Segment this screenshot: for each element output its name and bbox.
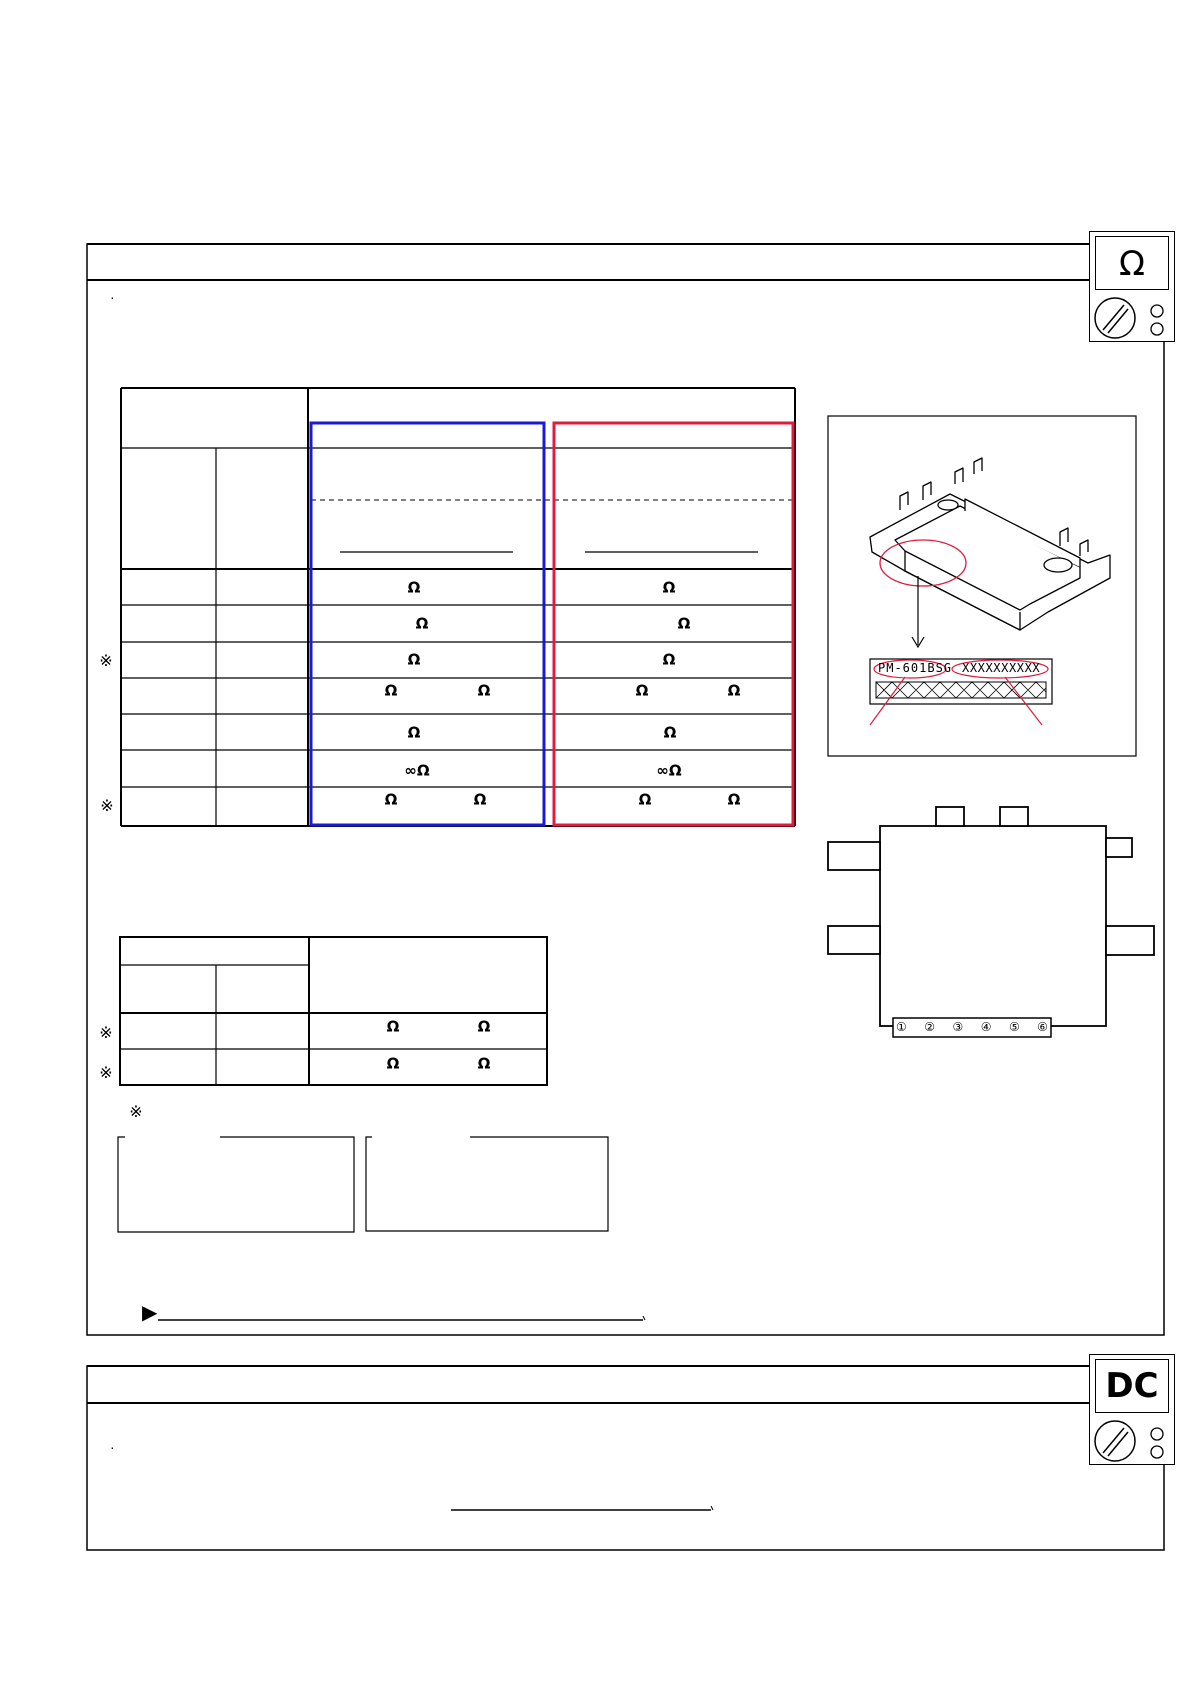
terminal-1: ① bbox=[896, 1020, 907, 1034]
reference-mark-row7: ※ bbox=[100, 796, 114, 815]
dc-meter-controls-icon bbox=[1090, 1355, 1176, 1466]
ohm-b-7-min: Ω bbox=[638, 790, 652, 809]
ohm-a-7-min: Ω bbox=[384, 790, 398, 809]
bullet: · bbox=[110, 289, 115, 305]
dc-bullet: · bbox=[110, 1439, 115, 1455]
ohm-a-7-max: Ω bbox=[473, 790, 487, 809]
ohm-2a-max: Ω bbox=[477, 1017, 491, 1036]
dc-meter-icon bbox=[1089, 1354, 1175, 1465]
ohm-a-4-min: Ω bbox=[384, 681, 398, 700]
reference-mark-2a: ※ bbox=[99, 1023, 113, 1042]
part-illustration bbox=[828, 416, 1136, 756]
dc-symbol: DC bbox=[1105, 1366, 1159, 1406]
ohm-b-5: Ω bbox=[663, 723, 677, 742]
ohm-b-4-min: Ω bbox=[635, 681, 649, 700]
infinity-ohm-b: ∞Ω bbox=[656, 761, 682, 780]
ohm-a-4-max: Ω bbox=[477, 681, 491, 700]
dc-frame bbox=[0, 1340, 1192, 1540]
ohm-a-1: Ω bbox=[407, 578, 421, 597]
terminal-3: ③ bbox=[952, 1020, 964, 1034]
terminal-2: ② bbox=[924, 1020, 935, 1034]
ohm-2b-min: Ω bbox=[386, 1054, 400, 1073]
infinity-ohm-a: ∞Ω bbox=[404, 761, 430, 780]
part-model-label: PM-601BSG bbox=[878, 661, 953, 675]
dc-section bbox=[0, 1340, 1192, 1540]
ohm-a-2: Ω bbox=[415, 614, 429, 633]
main-table bbox=[121, 388, 795, 826]
reference-arrow[interactable]: ▶ bbox=[142, 1300, 158, 1324]
reference-mark-row3: ※ bbox=[99, 651, 113, 670]
ohm-a-5: Ω bbox=[407, 723, 421, 742]
ohm-b-3: Ω bbox=[662, 650, 676, 669]
note-reference-mark: ※ bbox=[129, 1102, 143, 1121]
ohm-2a-min: Ω bbox=[386, 1017, 400, 1036]
ohm-b-1: Ω bbox=[662, 578, 676, 597]
ohmmeter-icon bbox=[1089, 231, 1175, 342]
part-serial-label: XXXXXXXXXX bbox=[962, 661, 1041, 675]
terminal-4: ④ bbox=[980, 1020, 992, 1034]
meter-controls-icon bbox=[1090, 232, 1176, 343]
ohm-a-3: Ω bbox=[407, 650, 421, 669]
terminal-6: ⑥ bbox=[1037, 1020, 1048, 1034]
reference-mark-2b: ※ bbox=[99, 1063, 113, 1082]
ohm-2b-max: Ω bbox=[477, 1054, 491, 1073]
note-boxes bbox=[118, 1137, 608, 1232]
terminal-diagram bbox=[828, 807, 1154, 1037]
ohm-b-2: Ω bbox=[677, 614, 691, 633]
terminal-5: ⑤ bbox=[1008, 1020, 1020, 1034]
ohm-symbol: Ω bbox=[1119, 244, 1145, 284]
ohm-b-7-max: Ω bbox=[727, 790, 741, 809]
ohm-b-4-max: Ω bbox=[727, 681, 741, 700]
terminal-numbers bbox=[896, 1020, 1048, 1035]
